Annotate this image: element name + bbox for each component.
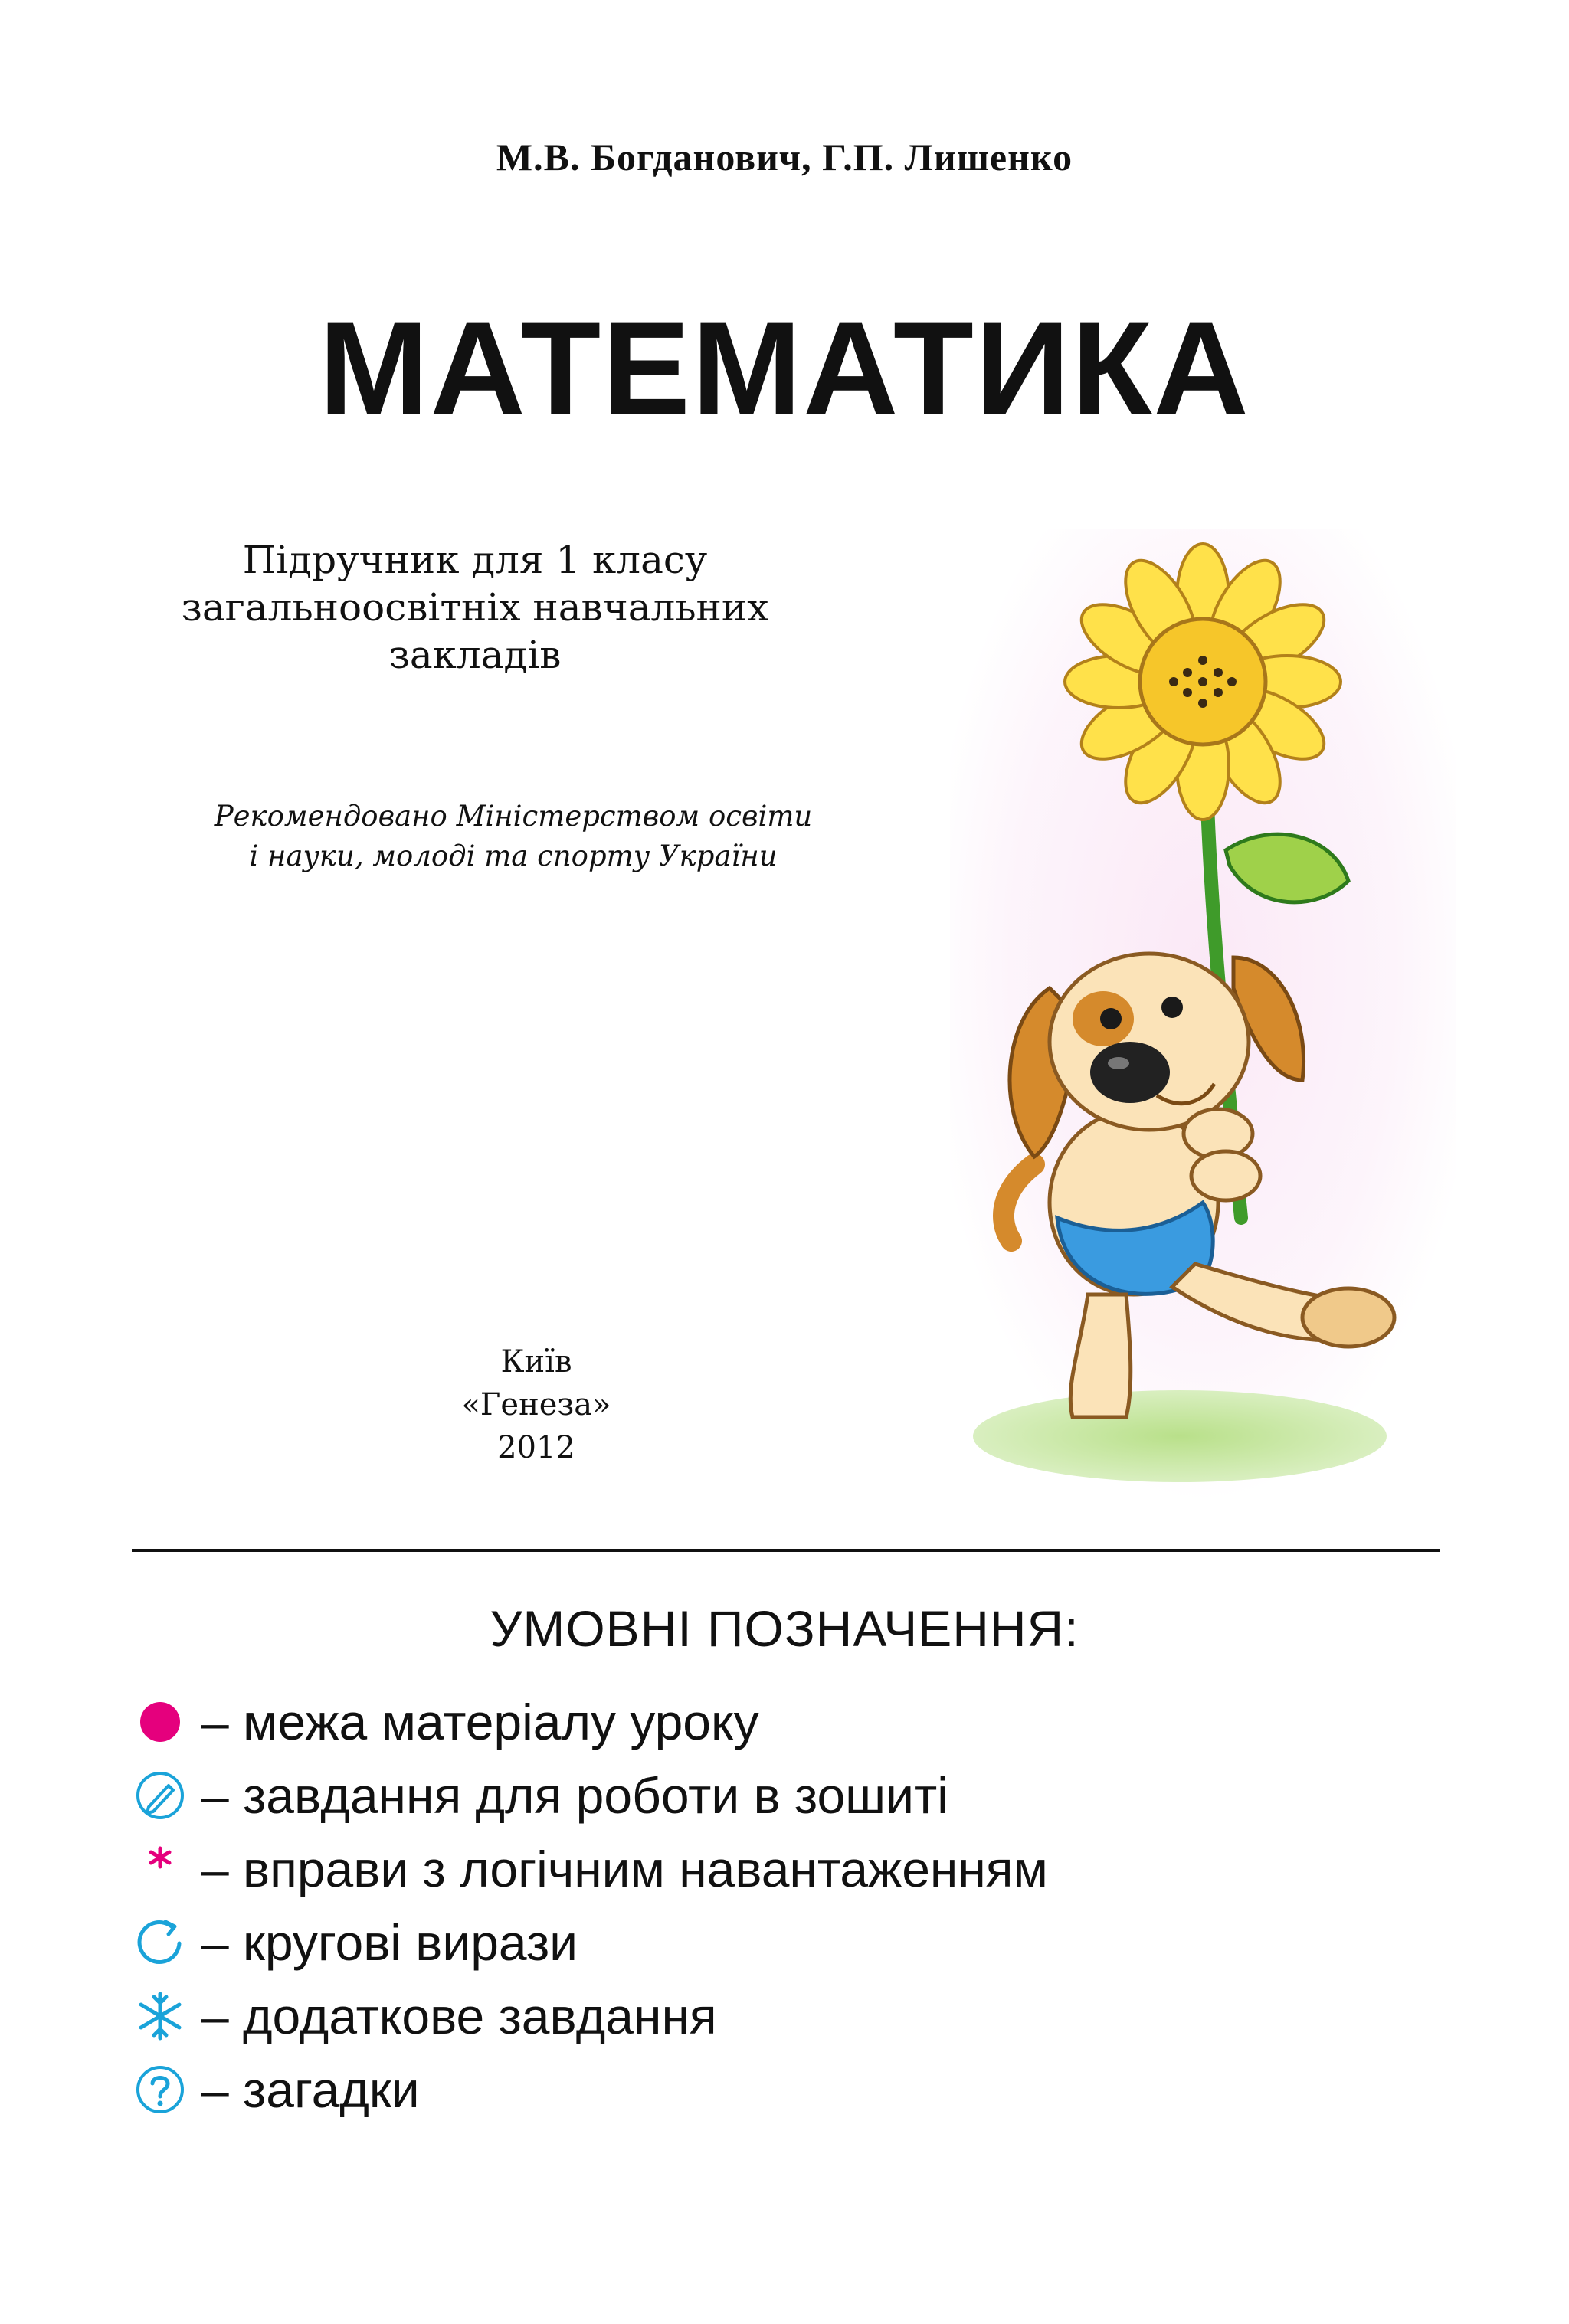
- subtitle-line: загальноосвітніх навчальних: [181, 585, 769, 630]
- legend-text: – вправи з логічним навантаженням: [201, 1841, 1048, 1897]
- legend-title: УМОВНІ ПОЗНАЧЕННЯ:: [490, 1600, 1079, 1657]
- legend-item: [132, 2053, 1434, 2126]
- question-circle-icon: [132, 2061, 188, 2118]
- legend-text: – додаткове завдання: [201, 1988, 717, 2044]
- asterisk-icon: [132, 1841, 188, 1897]
- dog-paw-lower: [1191, 1151, 1260, 1200]
- publisher-name: «Генеза»: [461, 1387, 611, 1422]
- authors: М.В. Богданович, Г.П. Лишенко: [496, 136, 1073, 178]
- pencil-circle-icon: [132, 1767, 188, 1824]
- publisher-city: Київ: [500, 1344, 572, 1380]
- dog-head: [1050, 954, 1249, 1130]
- legend-list: [132, 1685, 1434, 2126]
- legend-item: [132, 1979, 1434, 2053]
- grass-patch: [973, 1390, 1387, 1482]
- circular-arrow-icon: [132, 1914, 188, 1971]
- section-divider: [132, 1549, 1440, 1552]
- legend-item: [132, 1832, 1434, 1906]
- publication-year: 2012: [497, 1430, 575, 1465]
- dog-eye-left: [1100, 1008, 1122, 1029]
- legend-item: [132, 1685, 1434, 1759]
- subtitle: [138, 536, 812, 679]
- snowflake-icon: [132, 1988, 188, 2044]
- legend-text: – завдання для роботи в зошиті: [201, 1767, 948, 1824]
- pink-dot-icon: [132, 1694, 188, 1750]
- recommendation: [138, 797, 889, 876]
- legend-item: [132, 1759, 1434, 1832]
- legend-item: [132, 1906, 1434, 1979]
- recommendation-line: і науки, молоді та спорту України: [249, 840, 778, 872]
- legend-text: – кругові вирази: [201, 1914, 578, 1971]
- legend-text: – загадки: [201, 2061, 420, 2118]
- subtitle-line: Підручник для 1 класу: [242, 538, 708, 582]
- dog-eye-right: [1161, 997, 1183, 1018]
- dog-with-sunflower-illustration: [950, 529, 1456, 1501]
- subtitle-line: закладів: [388, 633, 562, 677]
- legend-text: – межа матеріалу уроку: [201, 1694, 759, 1750]
- recommendation-line: Рекомендовано Міністерством освіти: [214, 800, 813, 833]
- book-title: МАТЕМАТИКА: [319, 295, 1250, 442]
- publisher-block: [398, 1340, 674, 1469]
- dog-foot: [1302, 1288, 1394, 1347]
